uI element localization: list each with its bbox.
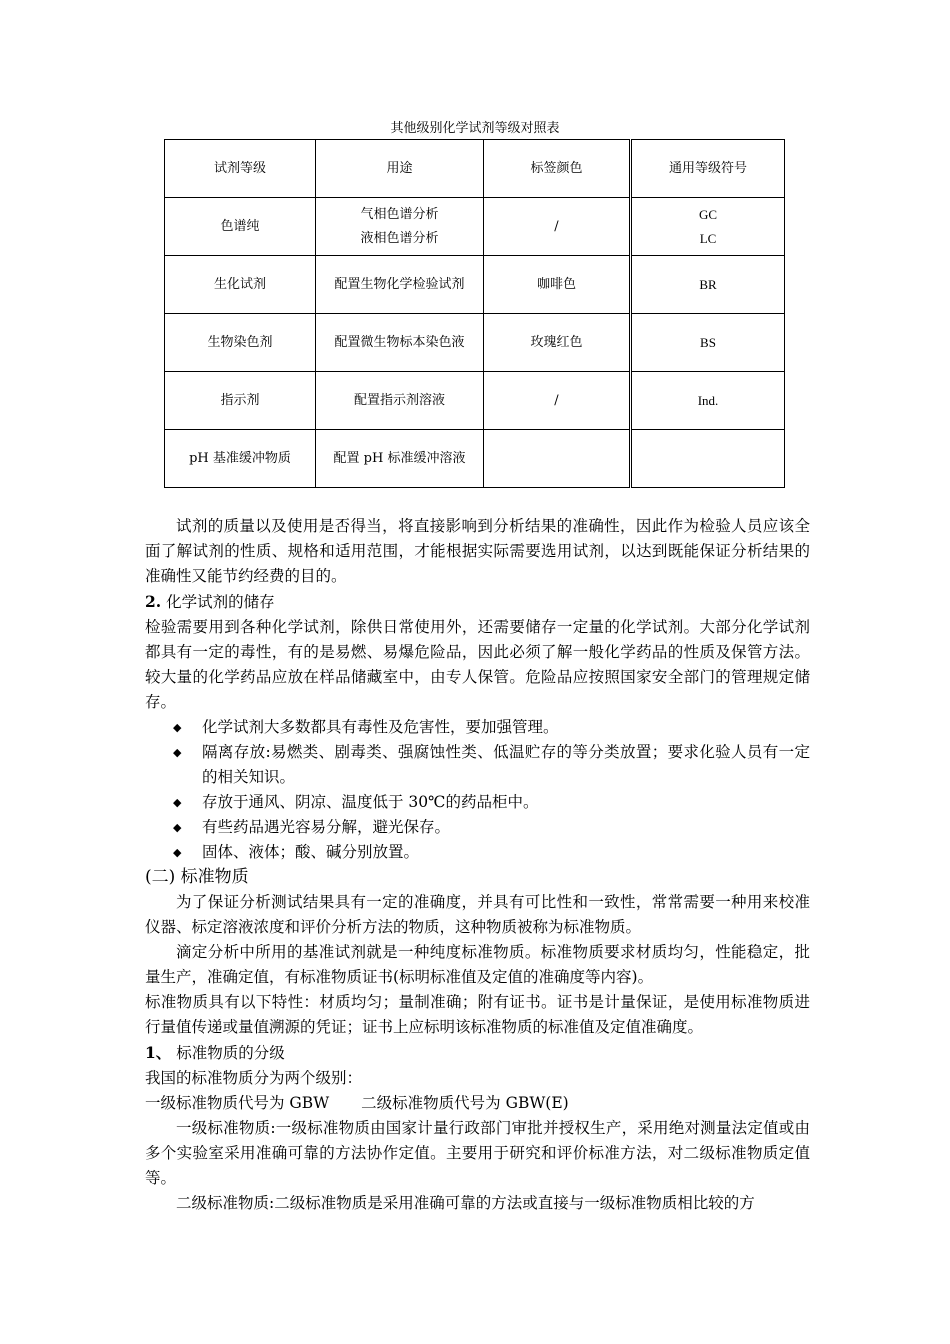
color-cell: / bbox=[484, 372, 631, 430]
header-cell: 标签颜色 bbox=[484, 140, 631, 198]
paragraph: 我国的标准物质分为两个级别： bbox=[145, 1069, 363, 1087]
section-heading-standard-materials: (二) 标准物质 bbox=[145, 867, 249, 887]
diamond-bullet-icon: ◆ bbox=[173, 721, 182, 734]
list-item-text: 固体、液体；酸、碱分别放置。 bbox=[202, 843, 420, 861]
storage-rules-list bbox=[145, 715, 810, 865]
diamond-bullet-icon: ◆ bbox=[173, 846, 182, 859]
table-row bbox=[165, 430, 785, 488]
section-heading-storage bbox=[145, 589, 810, 615]
symbol-cell: BS bbox=[631, 314, 785, 372]
table-row bbox=[165, 372, 785, 430]
grade-cell: 色谱纯 bbox=[165, 198, 316, 256]
diamond-bullet-icon: ◆ bbox=[173, 746, 182, 759]
table-row bbox=[165, 256, 785, 314]
symbol-cell: BR bbox=[631, 256, 785, 314]
list-item bbox=[145, 715, 810, 740]
list-item bbox=[145, 790, 810, 815]
color-cell: 玫瑰红色 bbox=[484, 314, 631, 372]
symbol-cell bbox=[631, 198, 785, 256]
paragraph: 二级标准物质:二级标准物质是采用准确可靠的方法或直接与一级标准物质相比较的方 bbox=[176, 1194, 755, 1212]
paragraph: 滴定分析中所用的基准试剂就是一种纯度标准物质。标准物质要求材质均匀，性能稳定，批量生产，准确定值，有标准物质证书(标明标准值及定值的准确度等内容)。 bbox=[145, 943, 810, 986]
list-item-text: 隔离存放:易燃类、剧毒类、强腐蚀性类、低温贮存的等分类放置；要求化验人员有一定的相关知识。 bbox=[202, 743, 810, 786]
color-cell: / bbox=[484, 198, 631, 256]
use-cell: 配置微生物标本染色液 bbox=[316, 314, 484, 372]
grade-cell: pH 基准缓冲物质 bbox=[165, 430, 316, 488]
use-cell: 配置指示剂溶液 bbox=[316, 372, 484, 430]
list-item-text: 存放于通风、阴凉、温度低于 30℃的药品柜中。 bbox=[202, 793, 539, 811]
paragraph: 试剂的质量以及使用是否得当，将直接影响到分析结果的准确性，因此作为检验人员应该全面了解试剂的性质、规格和适用范围，才能根据实际需要选用试剂，以达到既能保证分析结果的准确性又能节约经费的目的。 bbox=[145, 517, 810, 585]
header-cell: 通用等级符号 bbox=[631, 140, 785, 198]
symbol-cell: Ind. bbox=[631, 372, 785, 430]
secondary-code: 二级标准物质代号为 GBW(E) bbox=[361, 1094, 569, 1112]
paragraph: 标准物质具有以下特性：材质均匀；量制准确；附有证书。证书是计量保证，是使用标准物质进行量值传递或量值溯源的凭证；证书上应标明该标准物质的标准值及定值准确度。 bbox=[145, 993, 810, 1036]
list-item bbox=[145, 840, 810, 865]
heading-text: 标准物质的分级 bbox=[171, 1044, 285, 1062]
section-heading-classification bbox=[145, 1040, 810, 1066]
color-cell: 咖啡色 bbox=[484, 256, 631, 314]
heading-number: 1、 bbox=[145, 1043, 172, 1062]
list-item bbox=[145, 740, 810, 790]
header-cell: 试剂等级 bbox=[165, 140, 316, 198]
table-caption: 其他级别化学试剂等级对照表 bbox=[390, 121, 560, 136]
use-cell bbox=[316, 198, 484, 256]
paragraph: 一级标准物质:一级标准物质由国家计量行政部门审批并授权生产，采用绝对测量法定值或由多个实验室采用准确可靠的方法协作定值。主要用于研究和评价标准方法，对二级标准物质定值等。 bbox=[145, 1119, 810, 1187]
reagent-grade-table bbox=[164, 139, 785, 488]
use-cell: 配置生物化学检验试剂 bbox=[316, 256, 484, 314]
grade-cell: 生化试剂 bbox=[165, 256, 316, 314]
primary-code: 一级标准物质代号为 GBW bbox=[145, 1094, 330, 1112]
header-cell: 用途 bbox=[316, 140, 484, 198]
use-line: 液相色谱分析 bbox=[360, 230, 439, 246]
diamond-bullet-icon: ◆ bbox=[173, 821, 182, 834]
list-item-text: 化学试剂大多数都具有毒性及危害性，要加强管理。 bbox=[202, 718, 559, 736]
grade-cell: 指示剂 bbox=[165, 372, 316, 430]
grade-cell: 生物染色剂 bbox=[165, 314, 316, 372]
color-cell bbox=[484, 430, 631, 488]
document-body bbox=[145, 514, 810, 1216]
table-row bbox=[165, 314, 785, 372]
table-row bbox=[165, 198, 785, 256]
grade-codes-line bbox=[145, 1091, 810, 1116]
use-cell: 配置 pH 标准缓冲溶液 bbox=[316, 430, 484, 488]
list-item-text: 有些药品遇光容易分解，避光保存。 bbox=[202, 818, 451, 836]
symbol-cell bbox=[631, 430, 785, 488]
diamond-bullet-icon: ◆ bbox=[173, 796, 182, 809]
list-item bbox=[145, 815, 810, 840]
paragraph: 为了保证分析测试结果具有一定的准确度，并具有可比性和一致性，常常需要一种用来校准仪器、标定溶液浓度和评价分析方法的物质，这种物质被称为标准物质。 bbox=[145, 893, 810, 936]
paragraph: 检验需要用到各种化学试剂，除供日常使用外，还需要储存一定量的化学试剂。大部分化学试剂都具有一定的毒性，有的是易燃、易爆危险品，因此必须了解一般化学药品的性质及保管方法。较大量的化学药品应放在样品储藏室中，由专人保管。危险品应按照国家安全部门的管理规定储存。 bbox=[145, 618, 810, 711]
symbol-line: GC bbox=[698, 206, 718, 222]
use-line: 气相色谱分析 bbox=[360, 206, 439, 222]
heading-number: 2. bbox=[145, 592, 162, 611]
heading-text: 化学试剂的储存 bbox=[161, 593, 275, 611]
symbol-line: LC bbox=[699, 230, 717, 246]
table-header-row bbox=[165, 140, 785, 198]
